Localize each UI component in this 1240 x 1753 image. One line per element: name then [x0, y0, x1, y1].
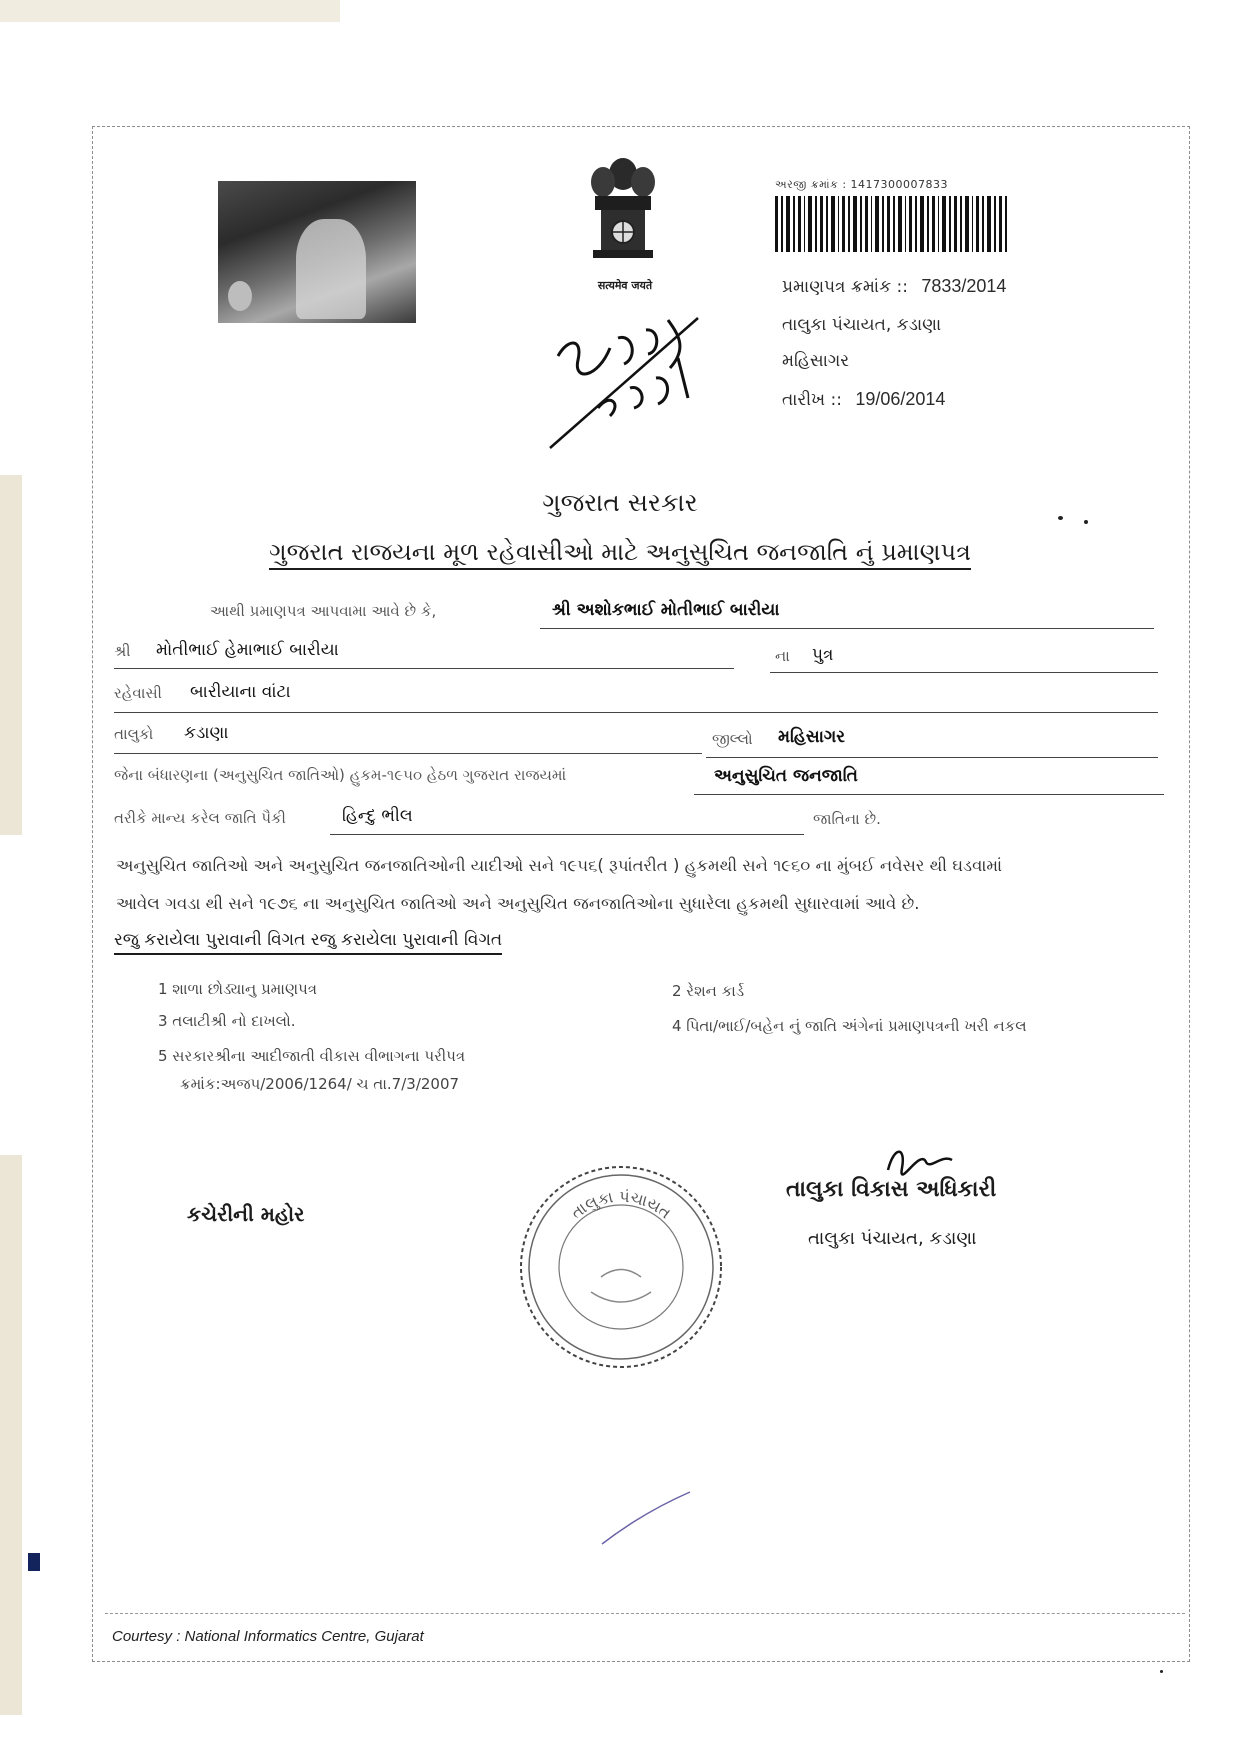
- evidence-heading: [114, 930, 502, 950]
- speck: [1058, 516, 1063, 520]
- father-prefix: શ્રી: [114, 642, 131, 660]
- footer-credit: Courtesy : National Informatics Centre, Gujarat: [112, 1628, 424, 1645]
- photo-figure: [228, 281, 252, 311]
- underline: [706, 757, 1158, 758]
- emblem-motto: सत्यमेव जयते: [597, 279, 653, 292]
- certificate-number: 7833/2014: [921, 276, 1007, 296]
- underline: [114, 668, 734, 669]
- constitution-order-label: જેના બંધારણના (અનુસુચિત જાતિઓ) હુકમ-૧૯૫૦ હેઠળ ગુજરાત રાજયમાં: [114, 766, 567, 784]
- underline: [330, 834, 804, 835]
- underline: [694, 794, 1164, 795]
- notification-line-1: અનુસુચિત જાતિઓ અને અનુસુચિત જનજાતિઓની યાદીઓ સને ૧૯૫૬( રૂપાંતરીત ) હુકમથી સને ૧૯૬૦ ના મુંબઈ નવેસર થી ઘડવામાં: [116, 856, 1003, 875]
- barcode-icon: [775, 196, 1011, 252]
- notification-line-2: આવેલ ગવડા થી સને ૧૯૭૬ ના અનુસુચિત જાતિઓ અને અનુસુચિત જનજાતિઓના સુધારેલા હુકમથી સુધારવામાં આવે છે.: [116, 894, 920, 913]
- officer-signature: [880, 1140, 960, 1180]
- recognized-label: તરીકે માન્ય કરેલ જાતિ પૈકી: [114, 809, 286, 827]
- underline: [770, 672, 1158, 673]
- issue-date-line: [782, 389, 945, 410]
- office-seal-label: કચેરીની મહોર: [187, 1202, 305, 1226]
- taluka: કડાણા: [184, 723, 229, 743]
- issuing-district: મહિસાગર: [782, 351, 850, 371]
- photo-figure: [296, 219, 366, 319]
- evidence-heading-text: રજુ કરાયેલા પુરાવાની વિગત રજુ કરાયેલા પુરાવાની વિગત: [114, 930, 502, 955]
- caste-suffix: જાતિના છે.: [813, 810, 881, 828]
- intro-label: આથી પ્રમાણપત્ર આપવામા આવે છે કે,: [210, 602, 437, 620]
- ink-mark: [28, 1553, 40, 1571]
- certificate-number-label: પ્રમાણપત્ર ક્રમાંક ::: [782, 277, 908, 297]
- evidence-item: 3 તલાટીશ્રી નો દાખલો.: [158, 1012, 296, 1030]
- issue-date: 19/06/2014: [855, 389, 946, 409]
- office-seal-stamp: [516, 1162, 726, 1372]
- relation: પુત્ર: [812, 645, 834, 665]
- evidence-item: 4 પિતા/ભાઈ/બહેન નું જાતિ અંગેનાં પ્રમાણપત્રની ખરી નકલ: [672, 1017, 1027, 1035]
- certificate-number-line: [782, 276, 1006, 297]
- certificate-title-text: ગુજરાત રાજયના મૂળ રહેવાસીઓ માટે અનુસુચિત જનજાતિ નું પ્રમાણપત્ર: [269, 538, 971, 570]
- evidence-item: 5 સરકારશ્રીના આદીજાતી વીકાસ વીભાગના પરીપત્ર: [158, 1047, 466, 1065]
- certificate-title: [0, 538, 1240, 566]
- residence: બારીયાના વાંટા: [190, 682, 291, 702]
- evidence-item: 1 શાળા છોડ્યાનુ પ્રમાણપત્ર: [158, 980, 317, 998]
- scan-edge-strip: [0, 475, 22, 835]
- underline: [540, 628, 1154, 629]
- evidence-item: 2 રેશન કાર્ડ: [672, 982, 745, 1000]
- officer-office: તાલુકા પંચાયત, કડાણા: [808, 1228, 977, 1249]
- footer-divider: [105, 1613, 1185, 1614]
- father-name: મોતીભાઈ હેમાભાઈ બારીયા: [156, 640, 339, 660]
- scan-edge-mark: [0, 0, 340, 22]
- issuing-office: તાલુકા પંચાયત, કડાણા: [782, 315, 942, 335]
- category: અનુસુચિત જનજાતિ: [714, 766, 858, 786]
- scan-edge-strip: [0, 1155, 22, 1715]
- government-heading: ગુજરાત સરકાર: [542, 488, 698, 517]
- taluka-label: તાલુકો: [114, 725, 154, 743]
- issue-date-label: તારીખ ::: [782, 390, 842, 410]
- underline: [114, 712, 1158, 713]
- residence-label: રહેવાસી: [114, 684, 162, 702]
- handwritten-note: [538, 308, 708, 458]
- relation-label: ના: [775, 647, 790, 665]
- district-label: જીલ્લો: [712, 730, 753, 748]
- svg-text:તાલુકા પંચાયત: તાલુકા પંચાયત: [567, 1186, 675, 1223]
- applicant-name: શ્રી અશોકભાઈ મોતીભાઈ બારીયા: [552, 600, 780, 620]
- evidence-item: ક્રમાંક:અજપ/2006/1264/ ચ તા.7/3/2007: [180, 1075, 460, 1093]
- speck: [1160, 1670, 1163, 1673]
- applicant-photo: [218, 181, 416, 323]
- stray-pen-mark: [598, 1488, 694, 1548]
- officer-title: તાલુકા વિકાસ અધિકારી: [786, 1177, 997, 1202]
- speck: [1084, 520, 1088, 524]
- district: મહિસાગર: [778, 727, 846, 747]
- underline: [114, 753, 702, 754]
- caste: હિન્દુ ભીલ: [342, 806, 413, 826]
- national-emblem-icon: [573, 152, 673, 272]
- application-number: અરજી ક્રમાંક : 1417300007833: [775, 178, 949, 191]
